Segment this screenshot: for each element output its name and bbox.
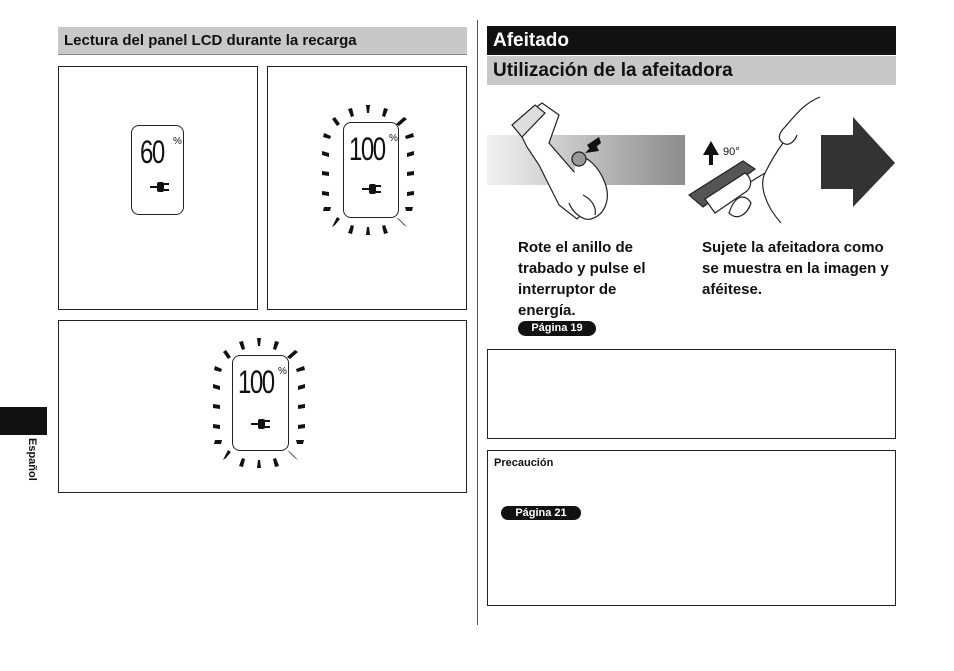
lcd-percent-symbol: % (278, 366, 287, 377)
column-divider (477, 20, 478, 625)
caution-title: Precaución (494, 457, 554, 469)
step1-line-4: energía. (518, 302, 576, 319)
angle-label: 90° (723, 146, 740, 158)
lcd-percent-value: 100 (349, 131, 385, 167)
plug-icon (150, 181, 170, 193)
page-ref-21[interactable]: Página 21 (501, 506, 581, 520)
lcd-percent-value: 60 (140, 134, 164, 170)
shaving-header: Afeitado (487, 26, 896, 55)
language-label: Español (26, 438, 38, 481)
next-arrow-icon (821, 117, 895, 207)
step2-caption (702, 237, 902, 300)
shaver-power-illustration (487, 95, 687, 225)
flashing-rays-icon (209, 336, 315, 470)
lcd-percent-symbol: % (389, 133, 398, 144)
lcd-percent-symbol: % (173, 136, 182, 147)
step1-line-1: Rote el anillo de (518, 239, 634, 256)
language-tab (0, 407, 47, 435)
shaving-angle-illustration (685, 95, 897, 230)
lcd-percent-value: 100 (238, 364, 274, 400)
lcd-display (131, 125, 184, 215)
step2-line-2: se muestra en la imagen y (702, 260, 889, 277)
flashing-rays-icon (318, 103, 424, 237)
step1-line-3: interruptor de (518, 281, 617, 298)
lcd-panel-100-wide (58, 320, 467, 493)
usage-subheader: Utilización de la afeitadora (487, 56, 896, 85)
step1-caption (518, 237, 683, 321)
step1-line-2: trabado y pulse el (518, 260, 646, 277)
page-ref-19[interactable]: Página 19 (518, 321, 596, 336)
step2-line-3: aféitese. (702, 281, 763, 298)
caution-box (487, 450, 896, 606)
up-arrow-icon (703, 141, 719, 165)
lcd-panel-100-small (267, 66, 467, 310)
step2-line-1: Sujete la afeitadora como (702, 239, 884, 256)
lcd-section-title: Lectura del panel LCD durante la recarga (58, 27, 467, 55)
note-box (487, 349, 896, 439)
lcd-panel-60 (58, 66, 258, 310)
